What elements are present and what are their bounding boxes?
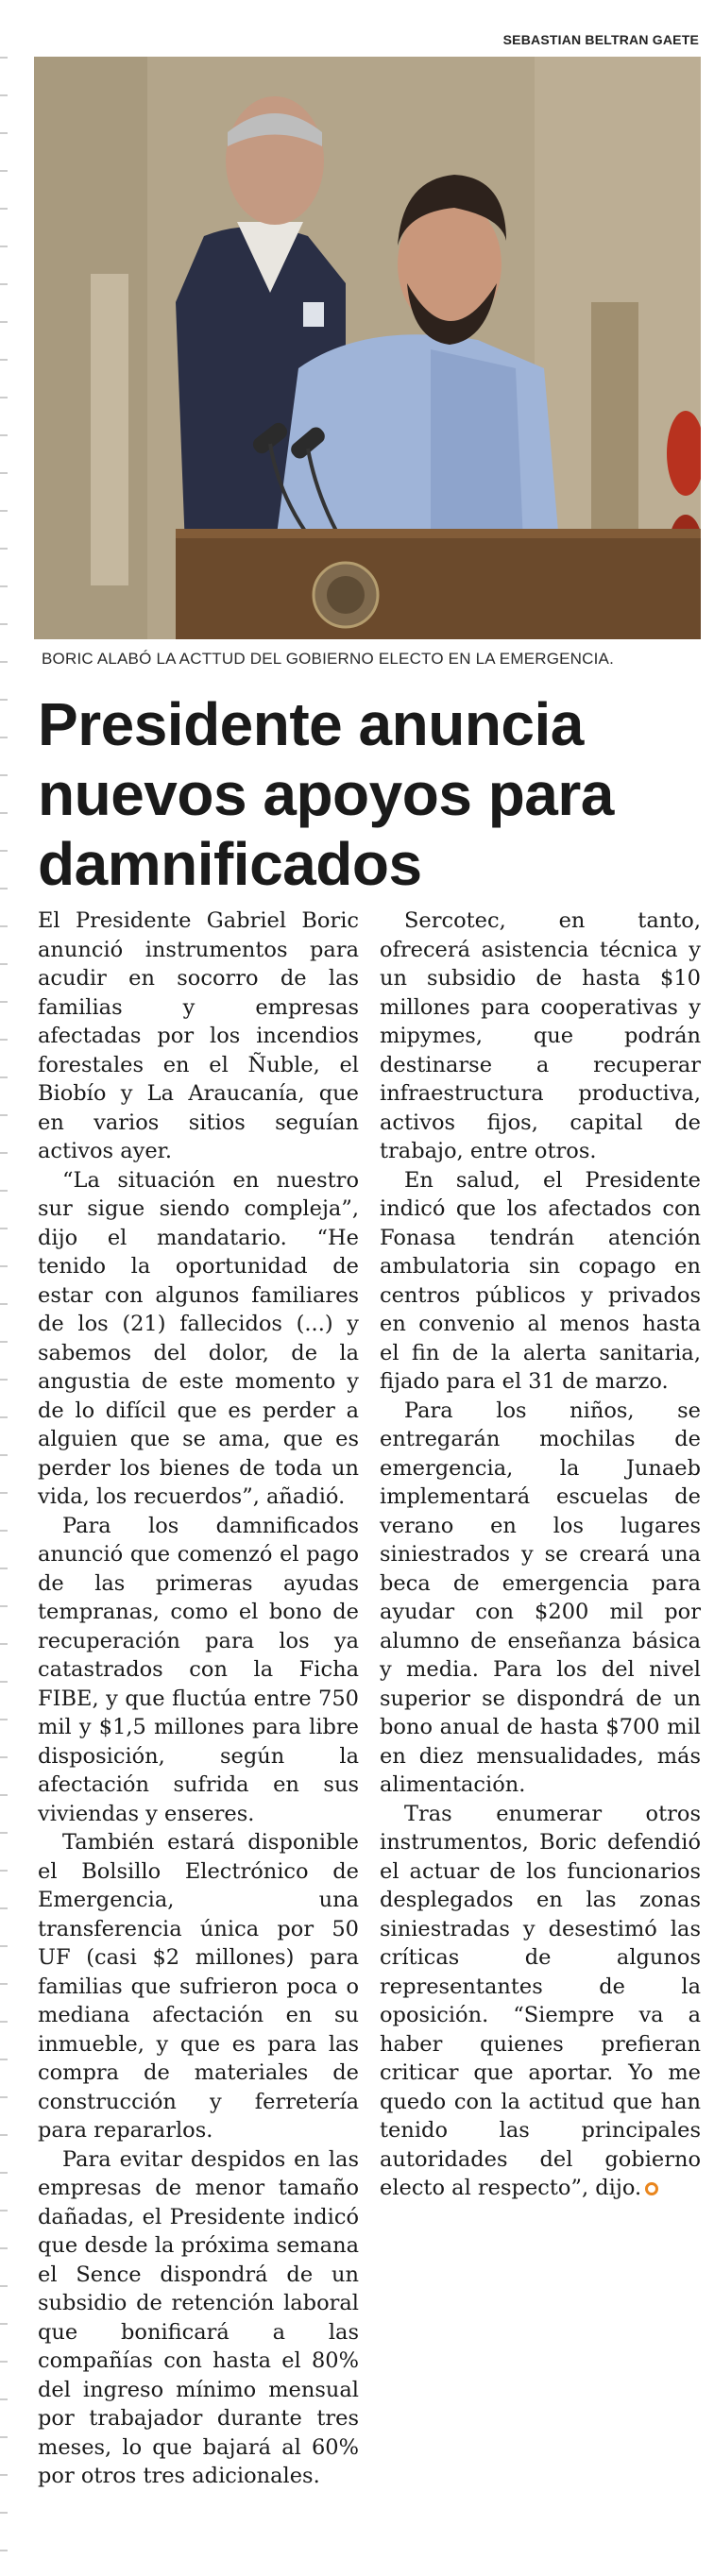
page-edge-marks xyxy=(0,57,8,2559)
body-paragraph: Para evitar despidos en las empresas de menor tamaño dañadas, el Presidente indicó que desde la próxima semana el Sence dispondrá de un subsidio de retención laboral que bonificará a las compañías con hasta el 80% del ingreso mínimo mensual por trabajador durante tres meses, lo que bajará al 60% por otros tres adicionales. xyxy=(38,2146,359,2488)
article-photo xyxy=(34,57,701,639)
body-paragraph-last xyxy=(380,1800,701,2203)
body-paragraph: En salud, el Presidente indicó que los afectados con Fonasa tendrán atención ambulatoria sin copago en centros públicos y privados en convenio al menos hasta el fin de la alerta sanitaria, fijado para el 31 de marzo. xyxy=(380,1167,701,1394)
body-paragraph: El Presidente Gabriel Boric anunció instrumentos para acudir en socorro de las familias y empresas afectadas por los incendios forestales en el Ñuble, el Biobío y La Araucanía, que en varios sitios seguían activos ayer. xyxy=(38,908,359,1163)
photo-credit: SEBASTIAN BELTRAN GAETE xyxy=(502,32,699,47)
body-paragraph: “La situación en nuestro sur sigue siendo compleja”, dijo el mandatario. “He tenido la oportunidad de estar con algunos familiares de los (21) fallecidos (...) y sabemos del dolor, de la angustia de este momento y de lo difícil que es perder a alguien que se ama, que es perder los bienes de toda un vida, los recuerdos”, añadió. xyxy=(38,1167,359,1509)
photo-caption: BORIC ALABÓ LA ACTTUD DEL GOBIERNO ELECTO EN LA EMERGENCIA. xyxy=(42,650,615,668)
article-body xyxy=(38,907,701,2540)
body-paragraph: Sercotec, en tanto, ofrecerá asistencia técnica y un subsidio de hasta $10 millones para cooperativas y mipymes, que podrán destinarse a recuperar infraestructura productiva, activos fijos, capital de trabajo, entre otros. xyxy=(380,908,701,1163)
body-paragraph: Para los niños, se entregarán mochilas de emergencia, la Junaeb implementará escuelas de verano en los lugares siniestrados y se creará una beca de emergencia para ayudar con $200 mil por alumno de enseñanza básica y media. Para los del nivel superior se dispondrá de un bono anual de hasta $700 mil en diez mensualidades, más alimentación. xyxy=(380,1398,701,1797)
article-headline: Presidente anuncia nuevos apoyos para damnificados xyxy=(38,690,614,898)
body-paragraph: Para los damnificados anunció que comenzó el pago de las primeras ayudas tempranas, como el bono de recuperación para los ya catastrados con la Ficha FIBE, y que fluctúa entre 750 mil y $1,5 millones para libre disposición, según la afectación sufrida en sus viviendas y enseres. xyxy=(38,1513,359,1826)
last-paragraph-text: Tras enumerar otros instrumentos, Boric defendió el actuar de los funcionarios desplegados en las zonas siniestradas y desestimó las críticas de algunos representantes de la oposición. “Siempre va a haber quienes prefieran criticar que aportar. Yo me quedo con la actitud que han tenido las principales autoridades del gobierno electo al respecto”, dijo. xyxy=(380,1801,701,2200)
end-of-article-icon xyxy=(645,2182,658,2195)
body-paragraph: También estará disponible el Bolsillo Electrónico de Emergencia, una transferencia única por 50 UF (casi $2 millones) para familias que sufrieron poca o mediana afectación en su inmueble, y que es para las compra de materiales de construcción y ferretería para repararlos. xyxy=(38,1830,359,2143)
